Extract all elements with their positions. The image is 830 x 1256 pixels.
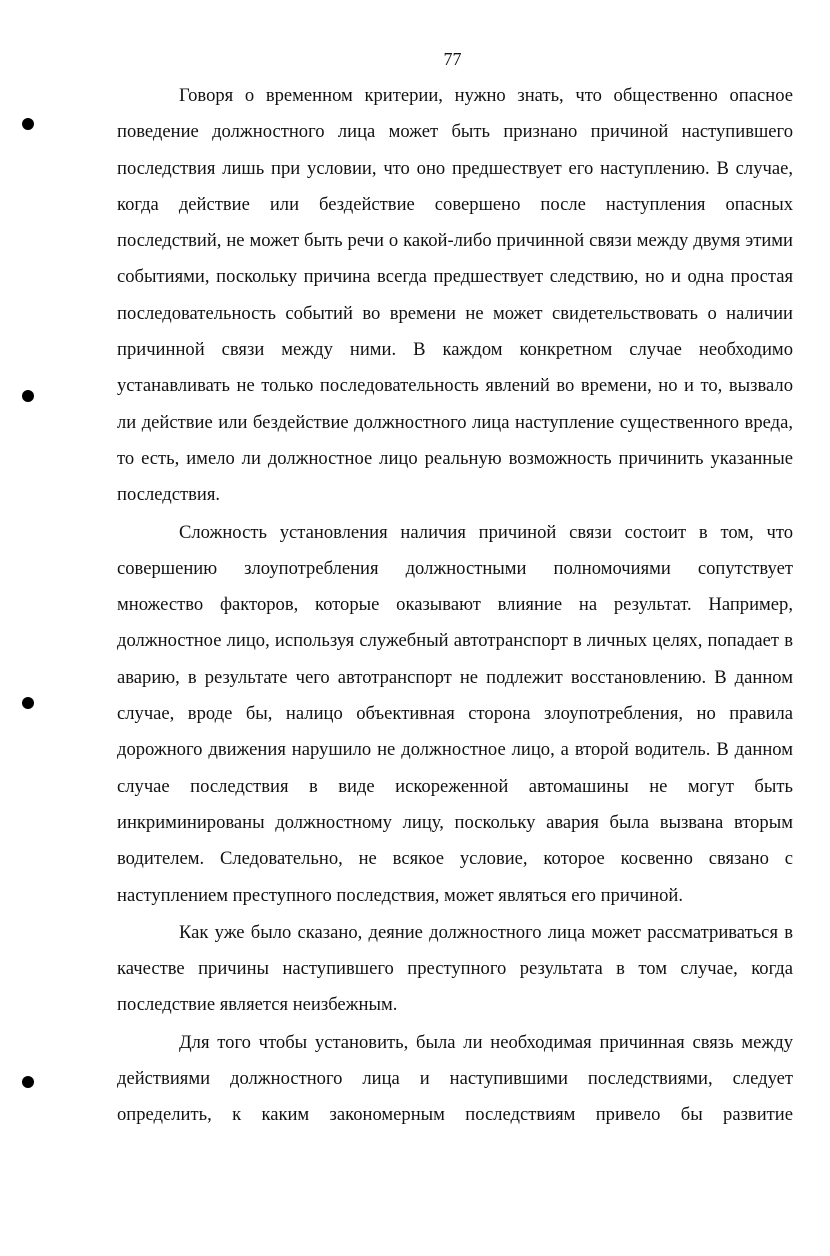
- binder-hole-mark: [22, 697, 34, 709]
- paragraph-establishing-causation: Для того чтобы установить, была ли необходимая причинная связь между действиями должностного лица и наступившими последствиями, следует определить, к каким закономерным последствиям привело бы развитие: [117, 1031, 793, 1126]
- document-body: [117, 78, 793, 1134]
- binder-hole-mark: [22, 118, 34, 130]
- binder-hole-mark: [22, 1076, 34, 1088]
- page-number: 77: [443, 49, 462, 69]
- paragraph-causal-complexity: Сложность установления наличия причиной связи состоит в том, что совершению злоупотребления должностными полномочиями сопутствует множество факторов, которые оказывают влияние на результат. Например, должностное лицо, используя служебный автотранспорт в личных целях, попадает в аварию, в результате чего автотранспорт не подлежит восстановлению. В данном случае, вроде бы, налицо объективная сторона злоупотребления, но правила дорожного движения нарушило не должностное лицо, а второй водитель. В данном случае последствия в виде искореженной автомашины не могут быть инкриминированы должностному лицу, поскольку авария была вызвана вторым водителем. Следовательно, не всякое условие, которое косвенно связано с наступлением преступного последствия, может являться его причиной.: [117, 521, 793, 906]
- paragraph-inevitable-consequence: Как уже было сказано, деяние должностного лица может рассматриваться в качестве причины наступившего преступного результата в том случае, когда последствие является неизбежным.: [117, 921, 793, 1016]
- binder-hole-mark: [22, 390, 34, 402]
- paragraph-temporal-criterion: Говоря о временном критерии, нужно знать, что общественно опасное поведение должностного лица может быть признано причиной наступившего последствия лишь при условии, что оно предшествует его наступлению. В случае, когда действие или бездействие совершено после наступления опасных последствий, не может быть речи о какой-либо причинной связи между двумя этими событиями, поскольку причина всегда предшествует следствию, но и одна простая последовательность событий во времени не может свидетельствовать о наличии причинной связи между ними. В каждом конкретном случае необходимо устанавливать не только последовательность явлений во времени, но и то, вызвало ли действие или бездействие должностного лица наступление существенного вреда, то есть, имело ли должностное лицо реальную возможность причинить указанные последствия.: [117, 85, 793, 506]
